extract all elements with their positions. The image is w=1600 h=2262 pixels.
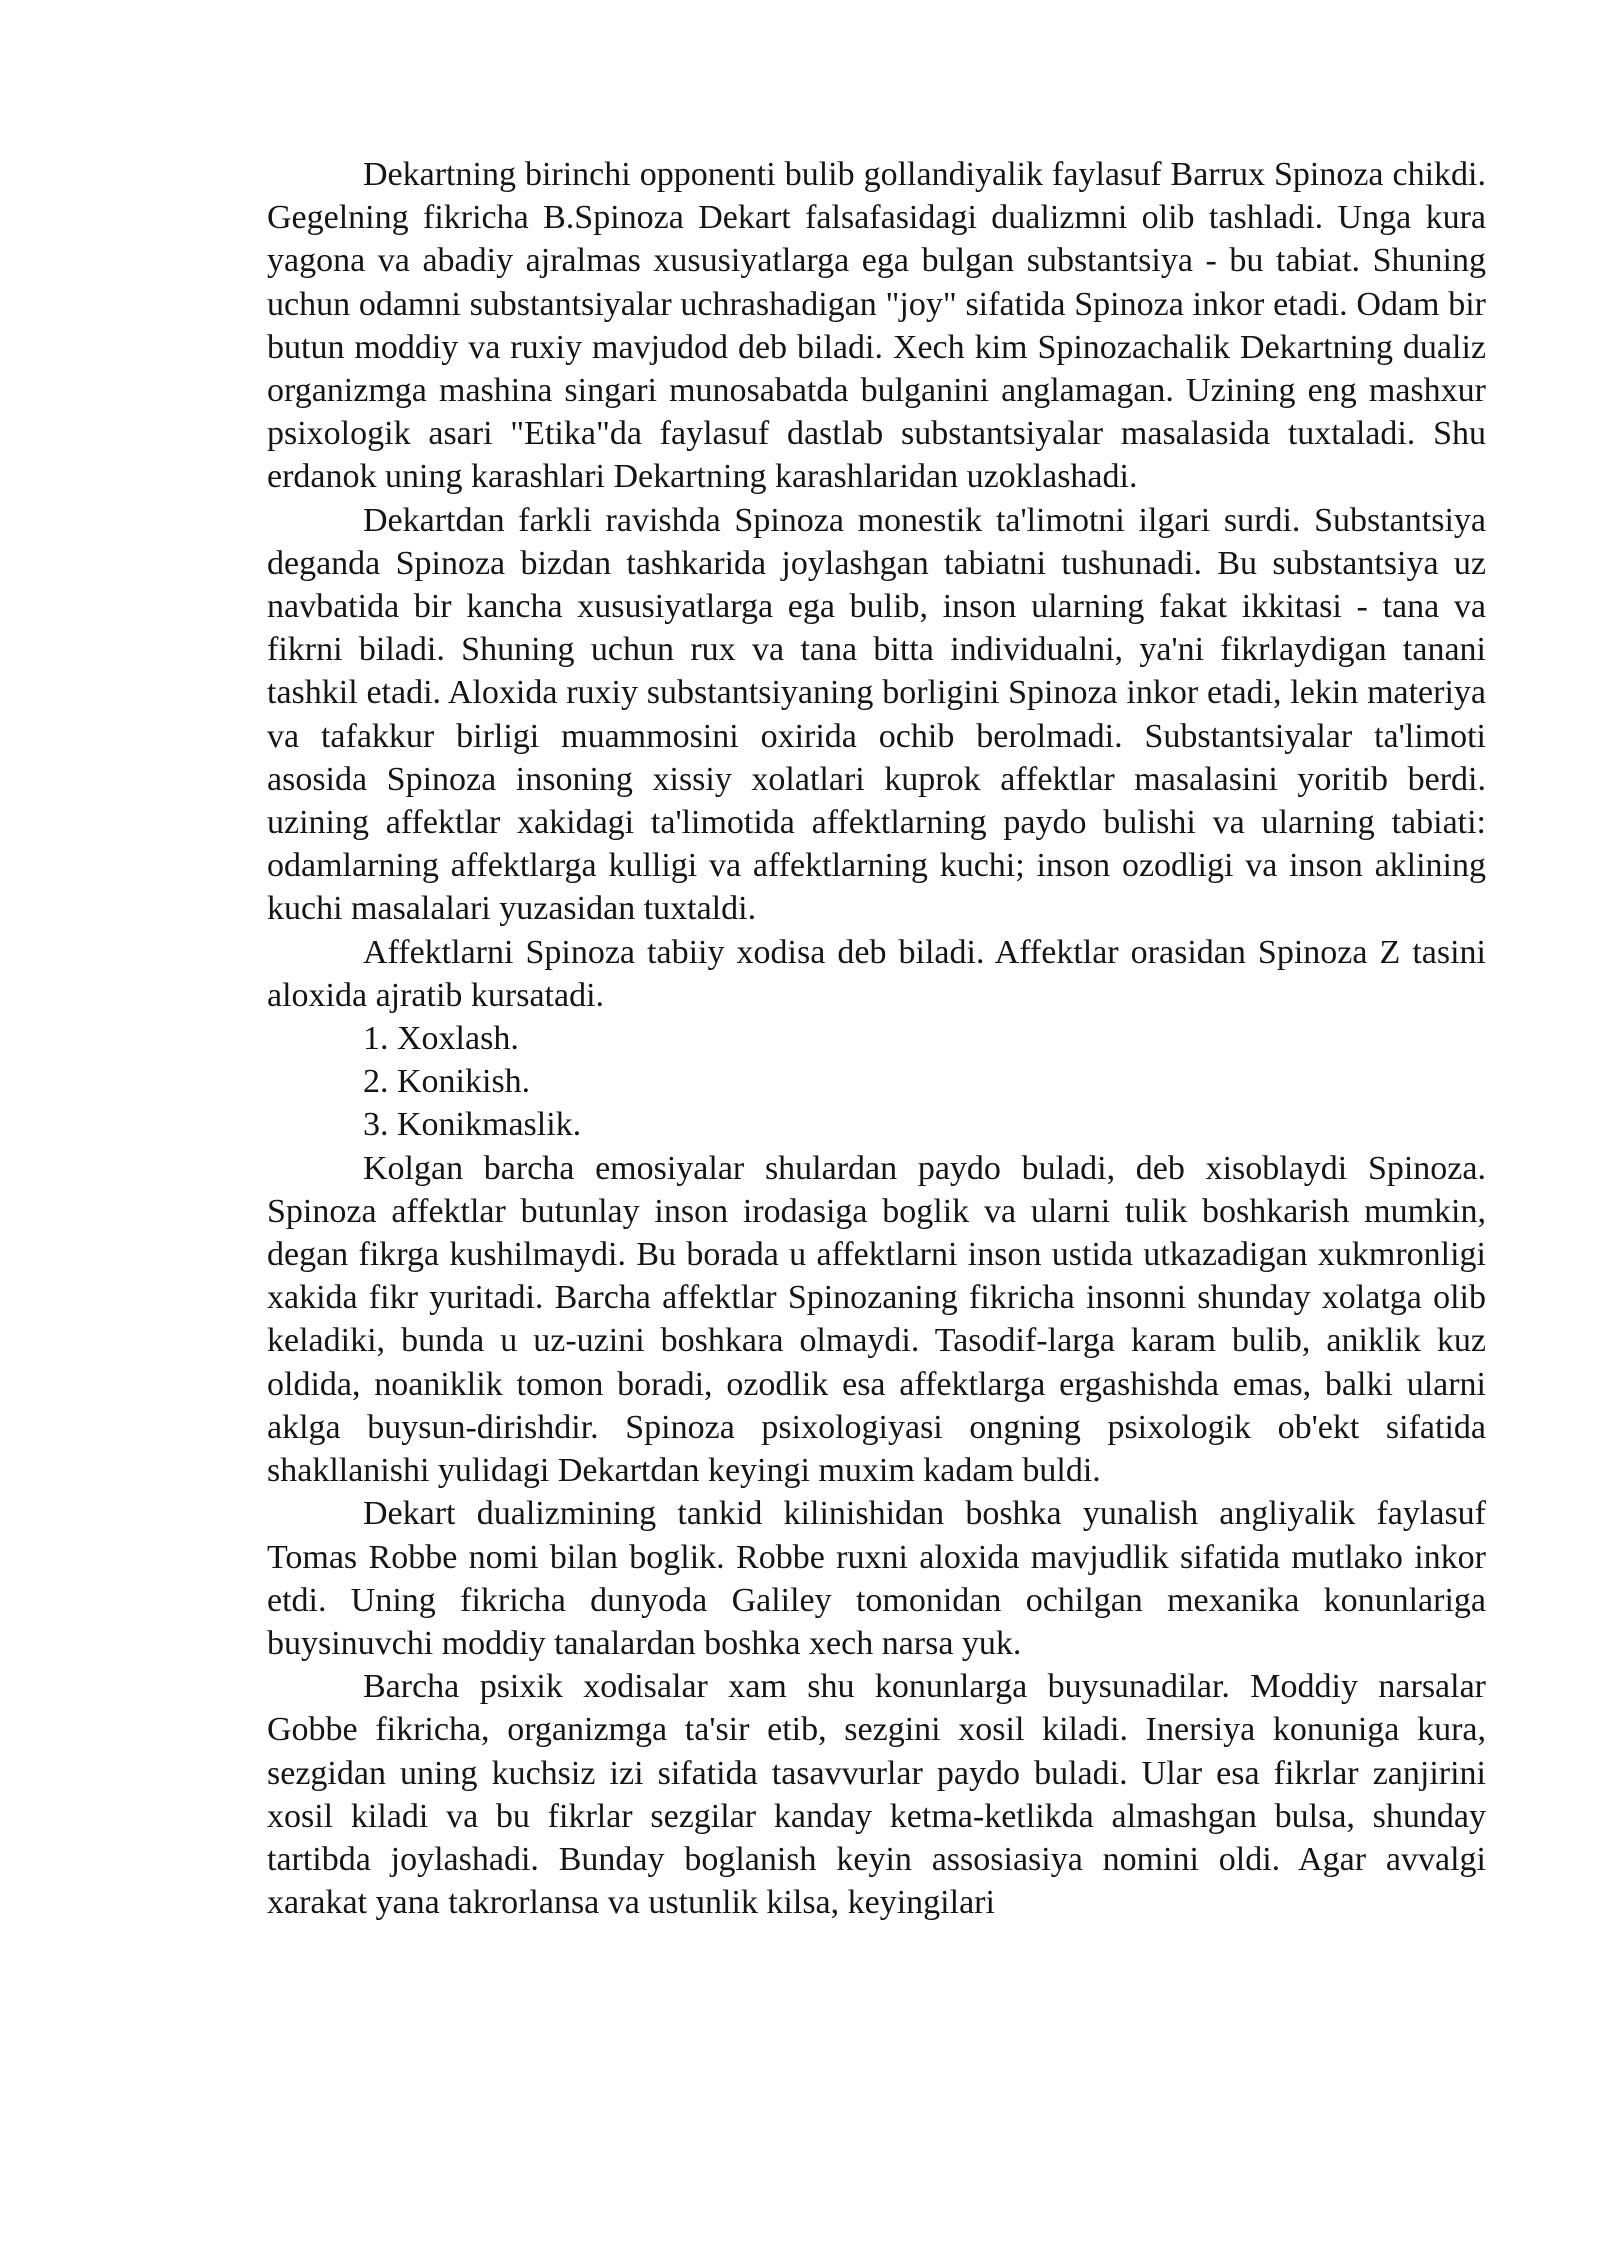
paragraph-affektlar-intro: Affektlarni Spinoza tabiiy xodisa deb biladi. Affektlar orasidan Spinoza Z tasini aloxida ajratib kursatadi. [267,933,1486,1014]
paragraph-spinoza-opponent: Dekartning birinchi opponenti bulib gollandiyalik faylasuf Barrux Spinoza chikdi. Gegelning fikricha B.Spinoza Dekart falsafasidagi dualizmni olib tashladi. Unga kura yagona va abadiy ajralmas xususiyatlarga ega bulgan substantsiya - bu tabiat. Shuning uchun odamni substantsiyalar uchrashadigan "joy" sifatida Spinoza inkor etadi. Odam bir butun moddiy va ruxiy mavjudod deb biladi. Xech kim Spinozachalik Dekartning dualiz organizmga mashina singari munosabatda bulganini anglamagan. Uzining eng mashxur psixologik asari "Etika"da faylasuf dastlab substantsiyalar masalasida tuxtaladi. Shu erdanok uning karashlari Dekartning karashlaridan uzoklashadi. [267,156,1486,496]
body-text [267,153,1486,1924]
list-item-konikish: 2. Konikish. [363,1063,531,1101]
paragraph-emosiyalar: Kolgan barcha emosiyalar shulardan paydo buladi, deb xisoblaydi Spinoza. Spinoza affektlar butunlay inson irodasiga boglik va ularni tulik boshkarish mumkin, degan fikrga kushilmaydi. Bu borada u affektlarni inson ustida utkazadigan xukmronligi xakida fikr yuritadi. Barcha affektlar Spinozaning fikricha insonni shunday xolatga olib keladiki, bunda u uz-uzini boshkara olmaydi. Tasodif-larga karam bulib, aniklik kuz oldida, noaniklik tomon boradi, ozodlik esa affektlarga ergashishda emas, balki ularni aklga buysun-dirishdir. Spinoza psixologiyasi ongning psixologik ob'ekt sifatida shakllanishi yulidagi Dekartdan keyingi muxim kadam buldi. [267,1149,1486,1490]
list-item-xoxlash: 1. Xoxlash. [363,1020,519,1058]
paragraph-substantsiya: Dekartdan farkli ravishda Spinoza monestik ta'limotni ilgari surdi. Substantsiya deganda Spinoza bizdan tashkarida joylashgan tabiatni tushunadi. Bu substantsiya uz navbatida bir kancha xususiyatlarga ega bulib, inson ularning fakat ikkitasi - tana va fikrni biladi. Shuning uchun rux va tana bitta individualni, ya'ni fikrlaydigan tanani tashkil etadi. Aloxida ruxiy substantsiyaning borligini Spinoza inkor etadi, lekin materiya va tafakkur birligi muammosini oxirida ochib berolmadi. Substantsiyalar ta'limoti asosida Spinoza insoning xissiy xolatlari kuprok affektlar masalasini yoritib berdi. uzining affektlar xakidagi ta'limotida affektlarning paydo bulishi va ularning tabiati: odamlarning affektlarga kulligi va affektlarning kuchi; inson ozodligi va inson aklining kuchi masalalari yuzasidan tuxtaldi. [267,501,1486,928]
paragraph-robbe: Dekart dualizmining tankid kilinishidan boshka yunalish angliyalik faylasuf Tomas Robbe nomi bilan boglik. Robbe ruxni aloxida mavjudlik sifatida mutlako inkor etdi. Uning fikricha dunyoda Galiley tomonidan ochilgan mexanika konunlariga buysinuvchi moddiy tanalardan boshka xech narsa yuk. [267,1495,1486,1662]
list-item-konikmaslik: 3. Konikmaslik. [363,1106,582,1144]
paragraph-psixik-xodisalar: Barcha psixik xodisalar xam shu konunlarga buysunadilar. Moddiy narsalar Gobbe fikricha, organizmga ta'sir etib, sezgini xosil kiladi. Inersiya konuniga kura, sezgidan uning kuchsiz izi sifatida tasavvurlar paydo buladi. Ular esa fikrlar zanjirini xosil kiladi va bu fikrlar sezgilar kanday ketma-ketlikda almashgan bulsa, shunday tartibda joylashadi. Bunday boglanish keyin assosiasiya nomini oldi. Agar avvalgi xarakat yana takrorlansa va ustunlik kilsa, keyingilari [267,1668,1486,1922]
